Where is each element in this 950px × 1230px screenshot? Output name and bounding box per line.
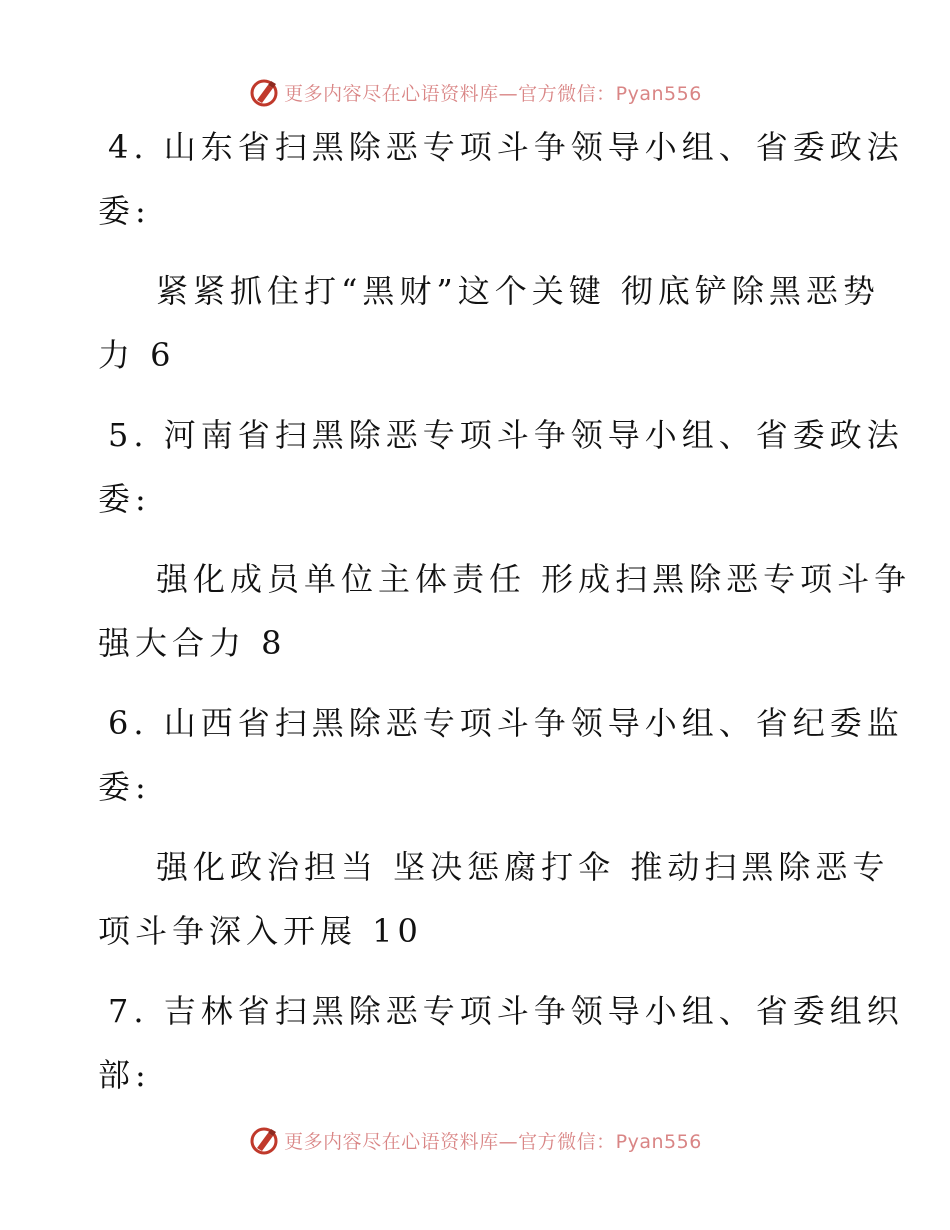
header-watermark: [0, 72, 950, 112]
pen-nib-circle-icon: [248, 76, 280, 108]
toc-entry: [98, 696, 904, 984]
pen-nib-circle-icon: [248, 1124, 280, 1156]
entry-heading-line: 委:: [98, 192, 151, 230]
entry-title-line: 力 6: [98, 336, 176, 374]
toc-entry: [98, 120, 904, 408]
entry-heading-line: 部:: [98, 1056, 151, 1094]
watermark-text: 更多内容尽在心语资料库—官方微信：Pyan556: [284, 1130, 702, 1153]
entry-heading-line: 7. 吉林省扫黑除恶专项斗争领导小组、省委组织: [108, 992, 904, 1030]
toc-entry: [98, 984, 904, 1102]
entry-title-line: 强化成员单位主体责任 形成扫黑除恶专项斗争: [156, 560, 912, 598]
toc-entry: [98, 408, 912, 696]
footer-watermark: [0, 1120, 950, 1160]
entry-heading-line: 4. 山东省扫黑除恶专项斗争领导小组、省委政法: [108, 128, 904, 166]
entry-heading-line: 6. 山西省扫黑除恶专项斗争领导小组、省纪委监: [108, 704, 904, 742]
entry-heading-line: 5. 河南省扫黑除恶专项斗争领导小组、省委政法: [108, 416, 904, 454]
entry-title-line: 项斗争深入开展 10: [98, 912, 423, 950]
entry-heading-line: 委:: [98, 768, 151, 806]
entry-title-line: 强大合力 8: [98, 624, 287, 662]
document-body: [98, 120, 912, 1102]
entry-heading-line: 委:: [98, 480, 151, 518]
watermark-text: 更多内容尽在心语资料库—官方微信：Pyan556: [284, 82, 702, 105]
entry-title-line: 紧紧抓住打“黑财”这个关键 彻底铲除黑恶势: [156, 272, 880, 310]
entry-title-line: 强化政治担当 坚决惩腐打伞 推动扫黑除恶专: [156, 848, 890, 886]
